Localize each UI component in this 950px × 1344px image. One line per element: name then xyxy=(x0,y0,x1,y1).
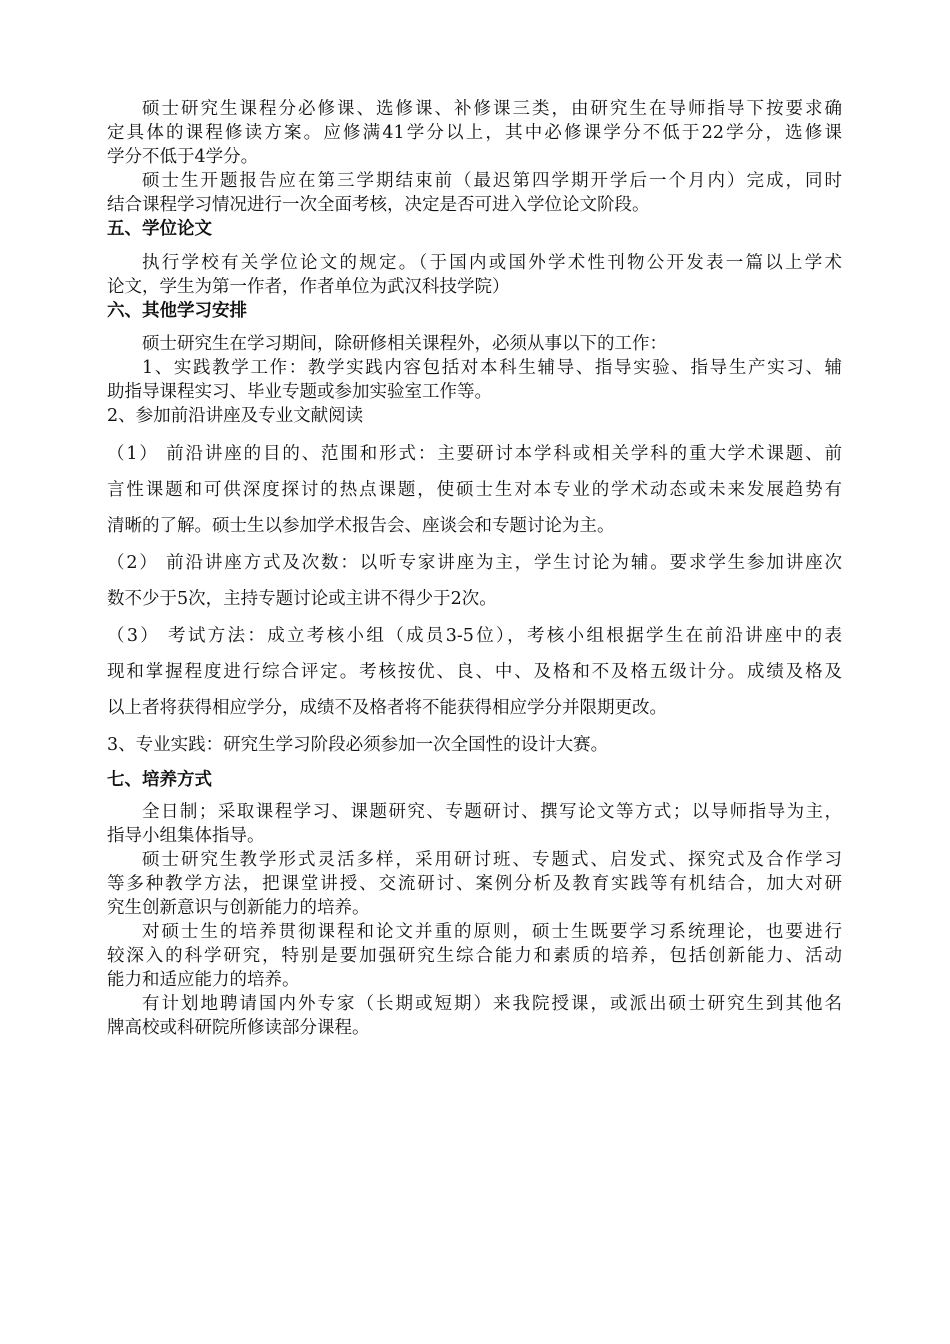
proposal-para-line: 硕士生开题报告应在第三学期结束前（最迟第四学期开学后一个月内）完成，同时 xyxy=(142,171,842,191)
courses-para-line: 学分不低于4学分。 xyxy=(107,147,259,167)
teaching-para-line: 究生创新意识与创新能力的培养。 xyxy=(107,898,370,918)
section-heading-other-study: 六、其他学习安排 xyxy=(107,301,247,321)
proposal-para-line: 结合课程学习情况进行一次全面考核，决定是否可进入学位论文阶段。 xyxy=(107,195,650,215)
lecture-item-line: （1） 前沿讲座的目的、范围和形式：主要研讨本学科或相关学科的重大学术课题、前 xyxy=(107,444,842,464)
fulltime-para-line: 指导小组集体指导。 xyxy=(107,826,265,846)
research-para-line: 能力和适应能力的培养。 xyxy=(107,970,300,990)
research-para-line: 较深入的科学研究，特别是要加强研究生综合能力和素质的培养，包括创新能力、活动 xyxy=(107,946,842,966)
teaching-para-line: 硕士研究生教学形式灵活多样，采用研讨班、专题式、启发式、探究式及合作学习 xyxy=(142,850,842,870)
professional-practice: 3、专业实践：研究生学习阶段必须参加一次全国性的设计大赛。 xyxy=(107,735,609,755)
lecture-item-line: 言性课题和可供深度探讨的热点课题，使硕士生对本专业的学术动态或未来发展趋势有 xyxy=(107,480,842,500)
courses-para-line: 硕士研究生课程分必修课、选修课、补修课三类，由研究生在导师指导下按要求确 xyxy=(142,99,842,119)
section-heading-training-mode: 七、培养方式 xyxy=(107,770,212,790)
lecture-item-line: 清晰的了解。硕士生以参加学术报告会、座谈会和专题讨论为主。 xyxy=(107,516,615,536)
section-heading-thesis: 五、学位论文 xyxy=(107,219,212,239)
practice-item-line: 1、实践教学工作：教学实践内容包括对本科生辅导、指导实验、指导生产实习、辅 xyxy=(142,358,842,378)
lecture-item-line: （2） 前沿讲座方式及次数：以听专家讲座为主，学生讨论为辅。要求学生参加讲座次 xyxy=(107,553,842,573)
fulltime-para-line: 全日制；采取课程学习、课题研究、专题研讨、撰写论文等方式；以导师指导为主， xyxy=(142,802,842,822)
experts-para-line: 有计划地聘请国内外专家（长期或短期）来我院授课，或派出硕士研究生到其他名 xyxy=(142,994,842,1014)
research-para-line: 对硕士生的培养贯彻课程和论文并重的原则，硕士生既要学习系统理论，也要进行 xyxy=(142,922,842,942)
lecture-item-line: （3） 考试方法：成立考核小组（成员3-5位），考核小组根据学生在前沿讲座中的表 xyxy=(107,626,842,646)
teaching-para-line: 等多种教学方法，把课堂讲授、交流研讨、案例分析及教育实践等有机结合，加大对研 xyxy=(107,874,842,894)
lecture-heading: 2、参加前沿讲座及专业文献阅读 xyxy=(107,406,364,426)
lecture-item-line: 以上者将获得相应学分，成绩不及格者将不能获得相应学分并限期更改。 xyxy=(107,698,667,718)
lecture-item-line: 现和掌握程度进行综合评定。考核按优、良、中、及格和不及格五级计分。成绩及格及 xyxy=(107,662,842,682)
practice-item-line: 助指导课程实习、毕业专题或参加实验室工作等。 xyxy=(107,382,492,402)
study-intro: 硕士研究生在学习期间，除研修相关课程外，必须从事以下的工作： xyxy=(142,334,667,354)
thesis-para-line: 论文，学生为第一作者，作者单位为武汉科技学院） xyxy=(107,277,510,297)
thesis-para-line: 执行学校有关学位论文的规定。（于国内或国外学术性刊物公开发表一篇以上学术 xyxy=(142,253,842,273)
experts-para-line: 牌高校或科研院所修读部分课程。 xyxy=(107,1018,370,1038)
lecture-item-line: 数不少于5次，主持专题讨论或主讲不得少于2次。 xyxy=(107,589,497,609)
courses-para-line: 定具体的课程修读方案。应修满41学分以上，其中必修课学分不低于22学分，选修课 xyxy=(107,123,842,143)
